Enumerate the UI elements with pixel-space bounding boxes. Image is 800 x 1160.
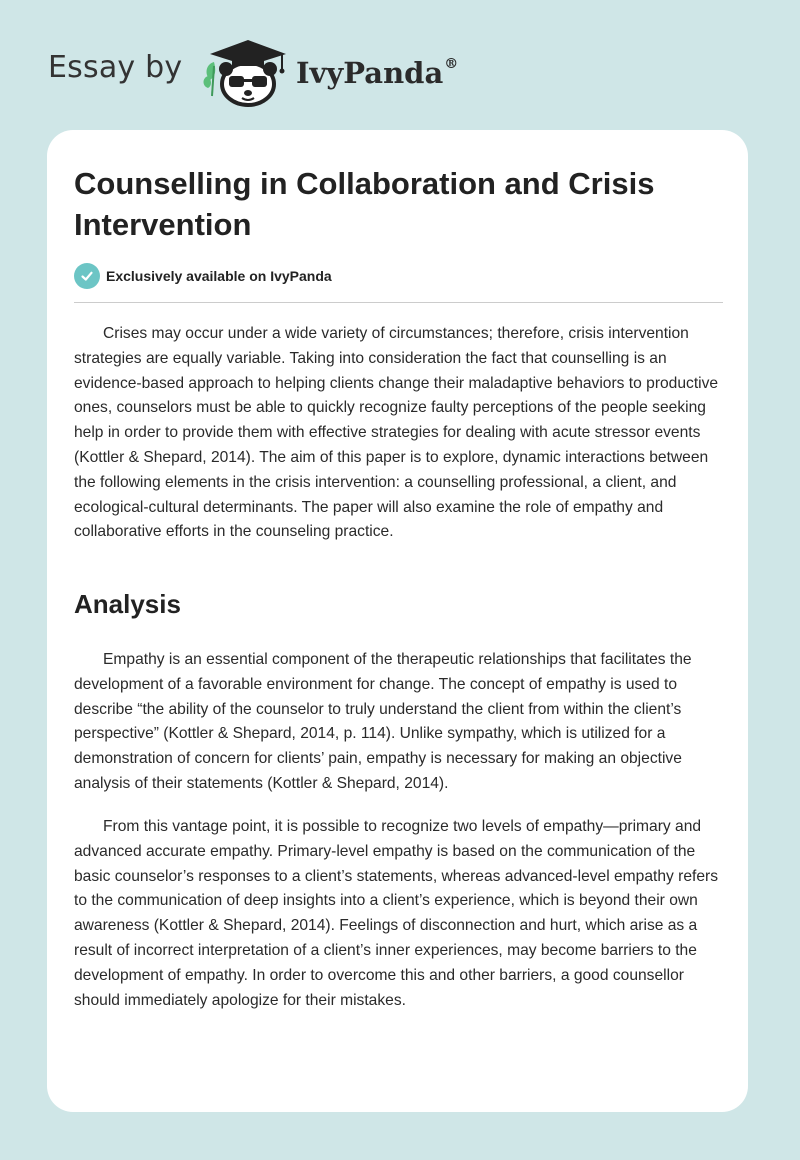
article-title: Counselling in Collaboration and Crisis Intervention: [74, 166, 655, 242]
registered-mark: ®: [444, 56, 459, 73]
exclusive-text: Exclusively available on IvyPanda: [106, 268, 332, 284]
analysis-paragraph-1: Empathy is an essential component of the therapeutic relationships that facilitates the development of a favorable environment for change. The concept of empathy is used to describe “the ability of the counselor to truly understand the client from within the client’s perspective” (Kottler & Shepard, 2014, p. 114). Unlike sympathy, which is utilized for a demonstration of concern for clients’ pain, empathy is necessary for making an objective analysis of their statements (Kottler & Shepard, 2014).: [74, 651, 692, 792]
intro-paragraph: Crises may occur under a wide variety of circumstances; therefore, crisis intervention strategies are equally variable. Taking into consideration the fact that counselling is an evidence-based approach to helping clients change their maladaptive behaviors to productive ones, counselors must be able to quickly recognize faulty perceptions of the people seeking help in order to provide them with effective strategies for dealing with acute stressor events (Kottler & Shepard, 2014). The aim of this paper is to explore, dynamic interactions between the following elements in the crisis intervention: a counselling professional, a client, and ecological-cultural determinants. The paper will also examine the role of empathy and collaborative efforts in the counseling practice.: [74, 325, 719, 541]
article-card: [47, 130, 748, 1112]
brand-text: IvyPanda: [296, 56, 444, 90]
brand-name[interactable]: [296, 56, 458, 90]
site-header: [0, 0, 800, 130]
section-heading-analysis: Analysis: [74, 589, 181, 619]
exclusive-badge: [74, 263, 332, 289]
title-divider: [74, 302, 723, 303]
panda-graduate-icon[interactable]: [200, 36, 292, 108]
essay-by-label: Essay by: [48, 50, 183, 85]
analysis-paragraph-2: From this vantage point, it is possible to recognize two levels of empathy—primary and advanced accurate empathy. Primary-level empathy is based on the communication of the basic counselor’s responses to a client’s statements, whereas advanced-level empathy refers to the communication of deep insights into a client’s experience, which is beyond their own awareness (Kottler & Shepard, 2014). Feelings of disconnection and hurt, which arise as a result of incorrect interpretation of a client’s inner experiences, may become barriers to the development of empathy. In order to overcome this and other barriers, a good counsellor should immediately apologize for their mistakes.: [74, 818, 719, 1009]
check-circle-icon: [74, 263, 100, 289]
